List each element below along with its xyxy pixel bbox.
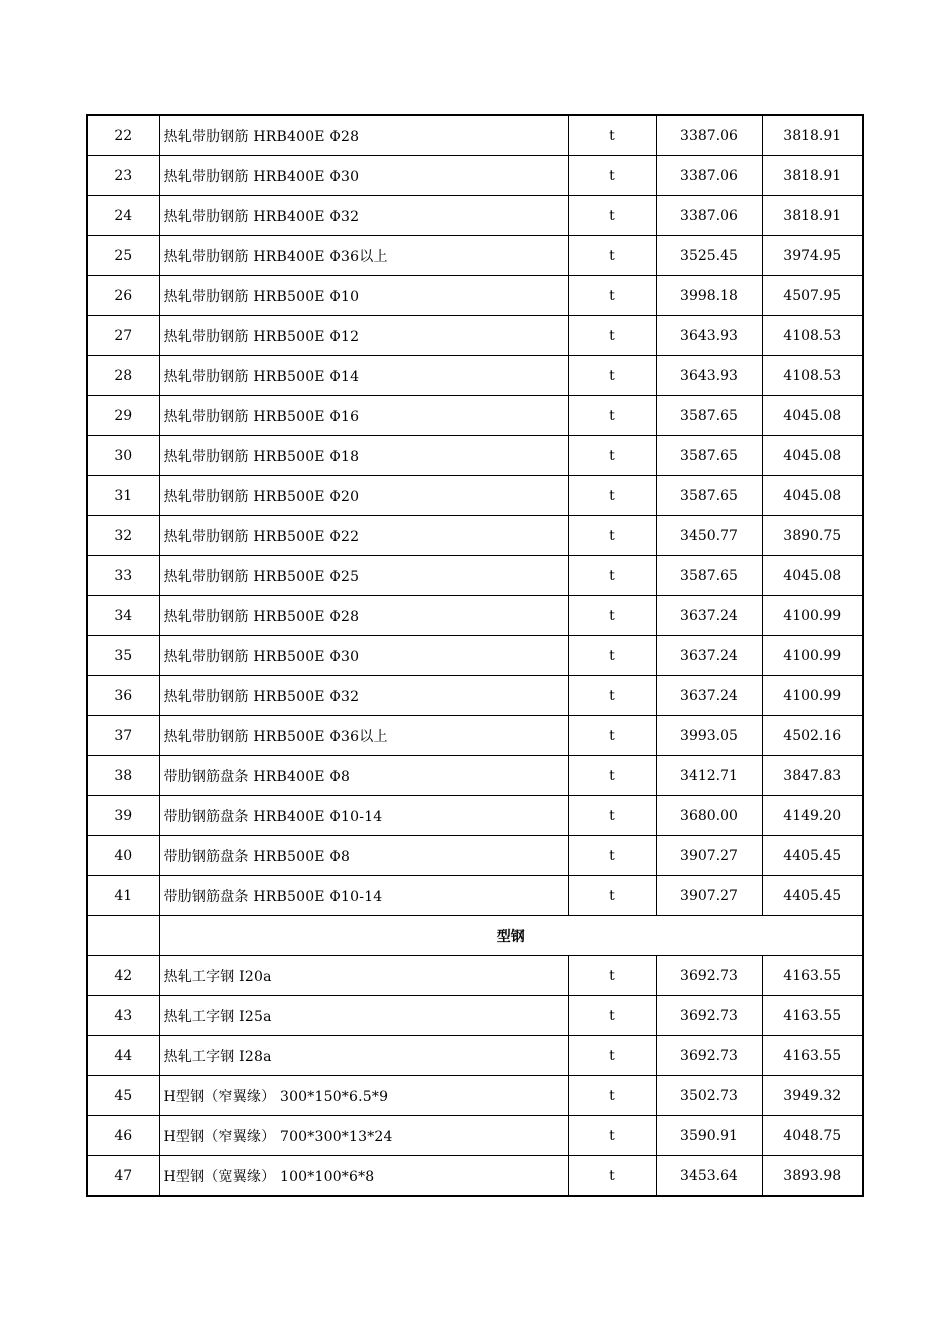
material-name: 热轧带肋钢筋 HRB500E Φ16 xyxy=(159,396,568,436)
unit-cell: t xyxy=(568,476,656,516)
unit-cell: t xyxy=(568,876,656,916)
price-incl-tax: 3818.91 xyxy=(762,196,863,236)
price-incl-tax: 4108.53 xyxy=(762,356,863,396)
unit-cell: t xyxy=(568,316,656,356)
material-name: 热轧带肋钢筋 HRB500E Φ20 xyxy=(159,476,568,516)
price-excl-tax: 3587.65 xyxy=(656,556,762,596)
material-name: 热轧带肋钢筋 HRB400E Φ36以上 xyxy=(159,236,568,276)
unit-cell: t xyxy=(568,396,656,436)
unit-cell: t xyxy=(568,676,656,716)
price-excl-tax: 3643.93 xyxy=(656,316,762,356)
row-number: 33 xyxy=(87,556,159,596)
table-row xyxy=(87,196,863,236)
row-number: 41 xyxy=(87,876,159,916)
price-excl-tax: 3590.91 xyxy=(656,1116,762,1156)
price-excl-tax: 3502.73 xyxy=(656,1076,762,1116)
row-number: 46 xyxy=(87,1116,159,1156)
price-excl-tax: 3637.24 xyxy=(656,636,762,676)
material-name: 带肋钢筋盘条 HRB400E Φ10-14 xyxy=(159,796,568,836)
table-row xyxy=(87,756,863,796)
unit-cell: t xyxy=(568,796,656,836)
unit-cell: t xyxy=(568,196,656,236)
unit-cell: t xyxy=(568,1116,656,1156)
material-name: 热轧带肋钢筋 HRB500E Φ14 xyxy=(159,356,568,396)
unit-cell: t xyxy=(568,1036,656,1076)
price-incl-tax: 4507.95 xyxy=(762,276,863,316)
table-row xyxy=(87,236,863,276)
price-excl-tax: 3450.77 xyxy=(656,516,762,556)
price-excl-tax: 3387.06 xyxy=(656,115,762,156)
unit-cell: t xyxy=(568,596,656,636)
table-row xyxy=(87,396,863,436)
unit-cell: t xyxy=(568,236,656,276)
price-incl-tax: 4163.55 xyxy=(762,956,863,996)
price-excl-tax: 3587.65 xyxy=(656,396,762,436)
row-number: 28 xyxy=(87,356,159,396)
section-header xyxy=(87,916,863,956)
table-row xyxy=(87,1076,863,1116)
unit-cell: t xyxy=(568,1156,656,1197)
unit-cell: t xyxy=(568,836,656,876)
row-number: 25 xyxy=(87,236,159,276)
material-name: 热轧带肋钢筋 HRB500E Φ28 xyxy=(159,596,568,636)
row-number: 37 xyxy=(87,716,159,756)
material-name: 热轧带肋钢筋 HRB400E Φ28 xyxy=(159,115,568,156)
unit-cell: t xyxy=(568,356,656,396)
price-incl-tax: 4405.45 xyxy=(762,836,863,876)
table-row xyxy=(87,996,863,1036)
price-incl-tax: 3949.32 xyxy=(762,1076,863,1116)
table-row xyxy=(87,796,863,836)
row-number: 47 xyxy=(87,1156,159,1197)
price-excl-tax: 3387.06 xyxy=(656,196,762,236)
table-row xyxy=(87,636,863,676)
price-incl-tax: 4149.20 xyxy=(762,796,863,836)
price-excl-tax: 3412.71 xyxy=(656,756,762,796)
material-name: 热轧带肋钢筋 HRB500E Φ12 xyxy=(159,316,568,356)
price-excl-tax: 3637.24 xyxy=(656,596,762,636)
row-number: 22 xyxy=(87,115,159,156)
section-steel-rows xyxy=(87,956,863,1197)
unit-cell: t xyxy=(568,436,656,476)
price-incl-tax: 3818.91 xyxy=(762,115,863,156)
price-incl-tax: 4502.16 xyxy=(762,716,863,756)
table-row xyxy=(87,1116,863,1156)
unit-cell: t xyxy=(568,636,656,676)
price-incl-tax: 3890.75 xyxy=(762,516,863,556)
table-row xyxy=(87,876,863,916)
price-excl-tax: 3637.24 xyxy=(656,676,762,716)
row-number: 24 xyxy=(87,196,159,236)
price-excl-tax: 3453.64 xyxy=(656,1156,762,1197)
row-number: 44 xyxy=(87,1036,159,1076)
material-name: 热轧带肋钢筋 HRB500E Φ25 xyxy=(159,556,568,596)
price-incl-tax: 4108.53 xyxy=(762,316,863,356)
price-incl-tax: 4045.08 xyxy=(762,436,863,476)
table-row xyxy=(87,1036,863,1076)
price-excl-tax: 3993.05 xyxy=(656,716,762,756)
price-incl-tax: 4045.08 xyxy=(762,476,863,516)
material-name: 带肋钢筋盘条 HRB500E Φ8 xyxy=(159,836,568,876)
price-table xyxy=(86,114,864,1197)
table-row xyxy=(87,676,863,716)
material-name: 热轧带肋钢筋 HRB400E Φ30 xyxy=(159,156,568,196)
material-name: 热轧工字钢 I20a xyxy=(159,956,568,996)
section-row xyxy=(87,916,863,956)
table-row xyxy=(87,596,863,636)
price-excl-tax: 3907.27 xyxy=(656,876,762,916)
price-incl-tax: 4045.08 xyxy=(762,396,863,436)
price-excl-tax: 3692.73 xyxy=(656,956,762,996)
unit-cell: t xyxy=(568,556,656,596)
row-number: 29 xyxy=(87,396,159,436)
row-number: 26 xyxy=(87,276,159,316)
unit-cell: t xyxy=(568,115,656,156)
material-name: 热轧带肋钢筋 HRB500E Φ18 xyxy=(159,436,568,476)
unit-cell: t xyxy=(568,956,656,996)
unit-cell: t xyxy=(568,996,656,1036)
material-name: 热轧带肋钢筋 HRB500E Φ32 xyxy=(159,676,568,716)
row-number: 32 xyxy=(87,516,159,556)
price-incl-tax: 3974.95 xyxy=(762,236,863,276)
table-row xyxy=(87,516,863,556)
material-name: H型钢（窄翼缘） 300*150*6.5*9 xyxy=(159,1076,568,1116)
row-number: 27 xyxy=(87,316,159,356)
table-row xyxy=(87,836,863,876)
unit-cell: t xyxy=(568,1076,656,1116)
row-number: 31 xyxy=(87,476,159,516)
price-incl-tax: 4100.99 xyxy=(762,676,863,716)
price-incl-tax: 4045.08 xyxy=(762,556,863,596)
price-incl-tax: 4100.99 xyxy=(762,596,863,636)
unit-cell: t xyxy=(568,516,656,556)
table-row xyxy=(87,356,863,396)
price-excl-tax: 3387.06 xyxy=(656,156,762,196)
row-number: 40 xyxy=(87,836,159,876)
price-excl-tax: 3998.18 xyxy=(656,276,762,316)
table-row xyxy=(87,1156,863,1197)
table-row xyxy=(87,276,863,316)
price-incl-tax: 4163.55 xyxy=(762,996,863,1036)
table-row xyxy=(87,156,863,196)
row-number: 38 xyxy=(87,756,159,796)
row-number: 30 xyxy=(87,436,159,476)
table-row xyxy=(87,476,863,516)
material-name: 带肋钢筋盘条 HRB500E Φ10-14 xyxy=(159,876,568,916)
table-row xyxy=(87,115,863,156)
row-number: 23 xyxy=(87,156,159,196)
unit-cell: t xyxy=(568,156,656,196)
material-name: 热轧工字钢 I28a xyxy=(159,1036,568,1076)
price-incl-tax: 3818.91 xyxy=(762,156,863,196)
table-row xyxy=(87,316,863,356)
material-name: 热轧带肋钢筋 HRB500E Φ36以上 xyxy=(159,716,568,756)
rebar-rows xyxy=(87,115,863,916)
price-excl-tax: 3692.73 xyxy=(656,1036,762,1076)
row-number: 42 xyxy=(87,956,159,996)
section-index-cell xyxy=(87,916,159,956)
material-name: 热轧带肋钢筋 HRB500E Φ22 xyxy=(159,516,568,556)
table-row xyxy=(87,956,863,996)
material-name: H型钢（窄翼缘） 700*300*13*24 xyxy=(159,1116,568,1156)
table-row xyxy=(87,436,863,476)
material-name: 热轧带肋钢筋 HRB500E Φ30 xyxy=(159,636,568,676)
unit-cell: t xyxy=(568,716,656,756)
row-number: 39 xyxy=(87,796,159,836)
price-excl-tax: 3907.27 xyxy=(656,836,762,876)
price-incl-tax: 3893.98 xyxy=(762,1156,863,1197)
price-excl-tax: 3587.65 xyxy=(656,476,762,516)
table-row xyxy=(87,716,863,756)
material-name: 带肋钢筋盘条 HRB400E Φ8 xyxy=(159,756,568,796)
row-number: 45 xyxy=(87,1076,159,1116)
price-excl-tax: 3680.00 xyxy=(656,796,762,836)
price-excl-tax: 3692.73 xyxy=(656,996,762,1036)
price-excl-tax: 3525.45 xyxy=(656,236,762,276)
row-number: 36 xyxy=(87,676,159,716)
unit-cell: t xyxy=(568,756,656,796)
price-excl-tax: 3643.93 xyxy=(656,356,762,396)
price-incl-tax: 4048.75 xyxy=(762,1116,863,1156)
material-name: 热轧工字钢 I25a xyxy=(159,996,568,1036)
price-incl-tax: 4163.55 xyxy=(762,1036,863,1076)
section-title: 型钢 xyxy=(159,916,863,956)
material-name: H型钢（宽翼缘） 100*100*6*8 xyxy=(159,1156,568,1197)
unit-cell: t xyxy=(568,276,656,316)
price-incl-tax: 4405.45 xyxy=(762,876,863,916)
price-excl-tax: 3587.65 xyxy=(656,436,762,476)
price-incl-tax: 3847.83 xyxy=(762,756,863,796)
row-number: 34 xyxy=(87,596,159,636)
row-number: 43 xyxy=(87,996,159,1036)
material-name: 热轧带肋钢筋 HRB400E Φ32 xyxy=(159,196,568,236)
table-row xyxy=(87,556,863,596)
row-number: 35 xyxy=(87,636,159,676)
price-incl-tax: 4100.99 xyxy=(762,636,863,676)
material-name: 热轧带肋钢筋 HRB500E Φ10 xyxy=(159,276,568,316)
